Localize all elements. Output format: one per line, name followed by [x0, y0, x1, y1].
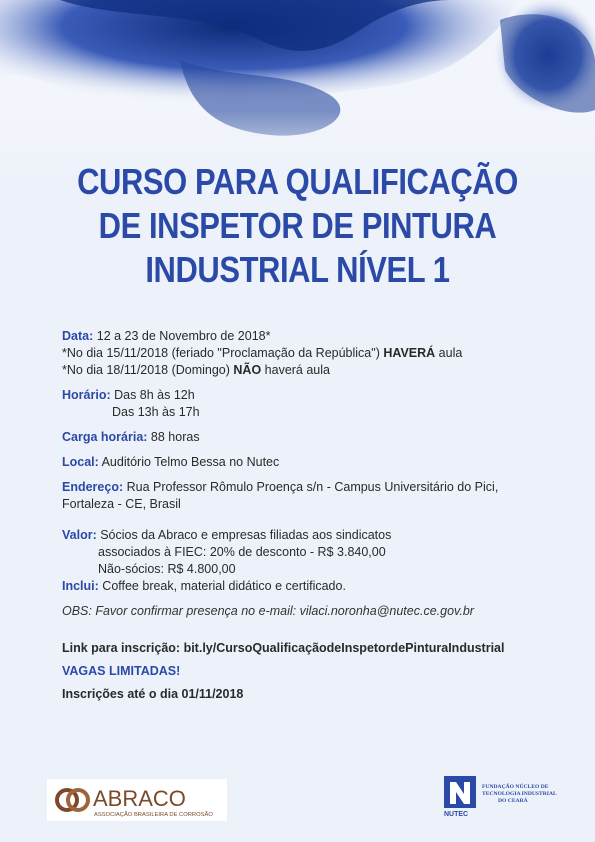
- horario-label: Horário:: [62, 388, 111, 402]
- horario-section: [62, 387, 582, 421]
- abraco-name: ABRACO: [93, 786, 186, 811]
- holiday-note-emphasis: HAVERÁ: [383, 346, 436, 360]
- valor-line-1: Sócios da Abraco e empresas filiadas aos sindicatos: [96, 528, 392, 542]
- endereco-line-1: Rua Professor Rômulo Proença s/n - Campus Universitário do Pici,: [123, 480, 499, 494]
- holiday-note-end: aula: [435, 346, 463, 360]
- nutec-line-1: FUNDAÇÃO NÚCLEO DE: [482, 784, 549, 790]
- horario-line-2: Das 13h às 17h: [112, 405, 200, 419]
- title-line-3: INDUSTRIAL NÍVEL 1: [145, 249, 450, 290]
- inclui-label: Inclui:: [62, 579, 99, 593]
- data-value: 12 a 23 de Novembro de 2018*: [93, 329, 271, 343]
- sunday-note-text: *No dia 18/11/2018 (Domingo): [62, 363, 234, 377]
- valor-label: Valor:: [62, 528, 97, 542]
- valor-line-3: Não-sócios: R$ 4.800,00: [98, 562, 236, 576]
- registration-link[interactable]: Link para inscrição: bit.ly/CursoQualificaçãodeInspetordePinturaIndustrial: [62, 641, 505, 655]
- valor-section: [62, 527, 582, 578]
- nutec-line-2: TECNOLOGIA INDUSTRIAL: [482, 791, 557, 797]
- carga-section: [62, 429, 582, 446]
- endereco-section: [62, 479, 582, 513]
- valor-line-2: associados à FIEC: 20% de desconto - R$ 3.840,00: [98, 545, 386, 559]
- inclui-value: Coffee break, material didático e certificado.: [98, 579, 346, 593]
- abraco-subtitle: ASSOCIAÇÃO BRASILEIRA DE CORROSÃO: [94, 812, 213, 818]
- obs-note: OBS: Favor confirmar presença no e-mail: vilaci.noronha@nutec.ce.gov.br: [62, 604, 474, 618]
- holiday-note-text: *No dia 15/11/2018 (feriado "Proclamação da República"): [62, 346, 384, 360]
- vagas-limitadas: VAGAS LIMITADAS!: [62, 664, 181, 678]
- title-line-2: DE INSPETOR DE PINTURA: [98, 205, 497, 246]
- local-label: Local:: [62, 455, 99, 469]
- hero-ink-image: [0, 0, 595, 180]
- nutec-line-3: DO CEARÁ: [498, 798, 528, 804]
- endereco-label: Endereço:: [62, 480, 124, 494]
- carga-value: 88 horas: [147, 430, 200, 444]
- course-details: [62, 328, 582, 703]
- local-section: [62, 454, 582, 471]
- local-value: Auditório Telmo Bessa no Nutec: [98, 455, 280, 469]
- carga-label: Carga horária:: [62, 430, 148, 444]
- nutec-name: NUTEC: [444, 811, 469, 818]
- title-line-1: CURSO PARA QUALIFICAÇÃO: [77, 161, 518, 202]
- horario-line-1: Das 8h às 12h: [110, 388, 195, 402]
- sunday-note-emphasis: NÃO: [233, 363, 262, 377]
- endereco-line-2: Fortaleza - CE, Brasil: [62, 497, 181, 511]
- course-title: [42, 160, 554, 292]
- data-section: [62, 328, 582, 379]
- abraco-logo: [47, 779, 227, 821]
- data-label: Data:: [62, 329, 94, 343]
- nutec-logo: [440, 770, 570, 818]
- inclui-section: [62, 578, 582, 595]
- inscricoes-deadline: Inscrições até o dia 01/11/2018: [62, 687, 244, 701]
- sunday-note-end: haverá aula: [261, 363, 330, 377]
